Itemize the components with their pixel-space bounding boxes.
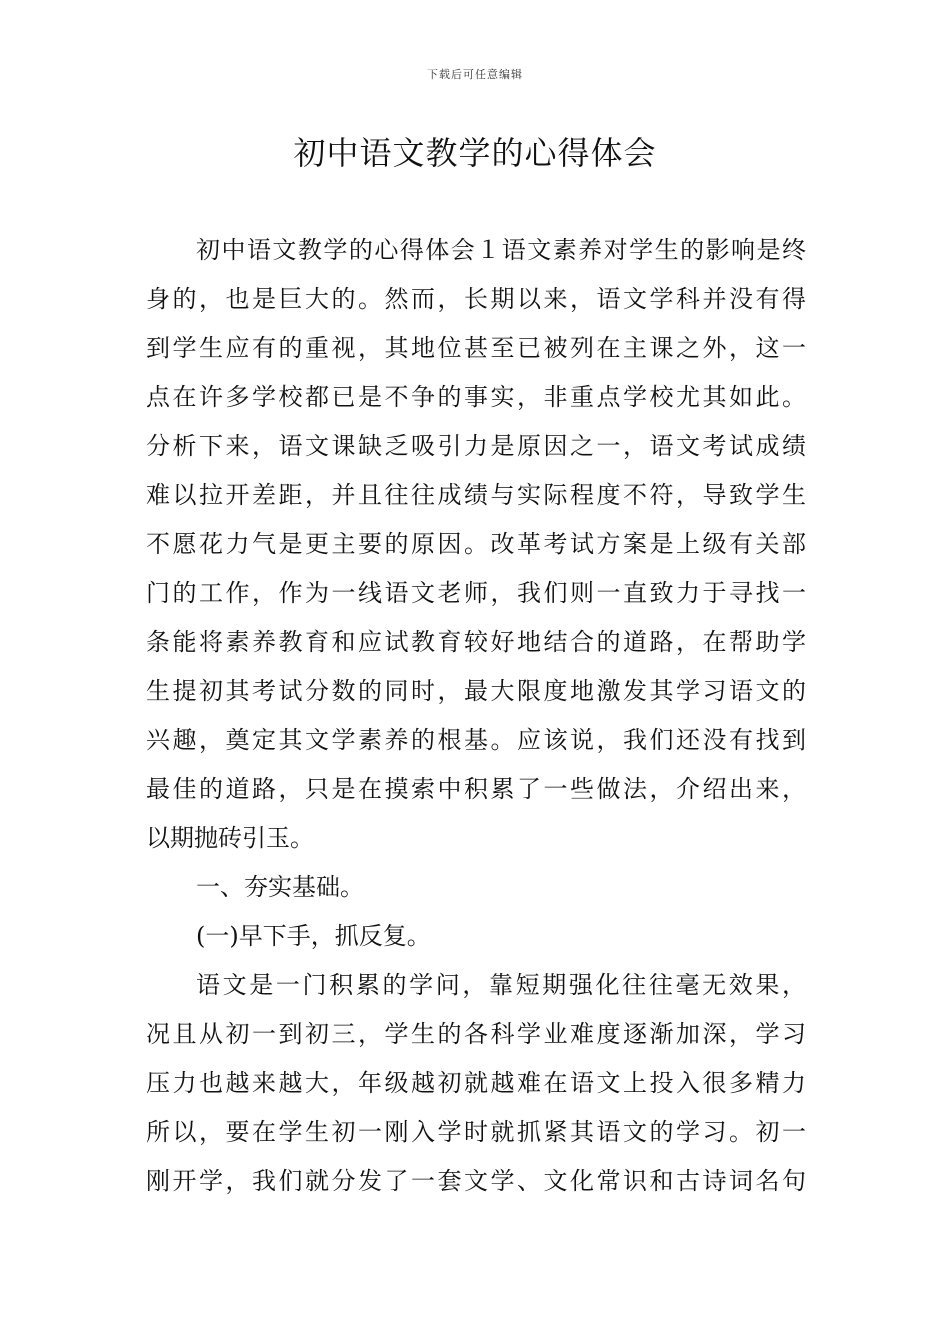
document-title: 初中语文教学的心得体会 bbox=[293, 134, 657, 172]
body-text-line: 点在许多学校都已是不争的事实，非重点学校尤其如此。 bbox=[146, 383, 806, 411]
document-body bbox=[146, 226, 806, 1206]
body-text-line: 所以，要在学生初一刚入学时就抓紧其语文的学习。初一 bbox=[146, 1118, 806, 1146]
body-text-line: 况且从初一到初三，学生的各科学业难度逐渐加深，学习 bbox=[146, 1020, 806, 1048]
body-text-line: 生提初其考试分数的同时，最大限度地激发其学习语文的 bbox=[146, 677, 806, 705]
body-text-line: 压力也越来越大，年级越初就越难在语文上投入很多精力 bbox=[146, 1069, 806, 1097]
body-text-line: 条能将素养教育和应试教育较好地结合的道路，在帮助学 bbox=[146, 628, 806, 656]
body-text-line: 刚开学，我们就分发了一套文学、文化常识和古诗词名句 bbox=[146, 1167, 806, 1195]
body-text-line: 最佳的道路，只是在摸索中积累了一些做法，介绍出来， bbox=[146, 775, 806, 803]
body-text-line: 到学生应有的重视，其地位甚至已被列在主课之外，这一 bbox=[146, 334, 806, 362]
body-text-line: 兴趣，奠定其文学素养的根基。应该说，我们还没有找到 bbox=[146, 726, 806, 754]
body-text-line: 不愿花力气是更主要的原因。改革考试方案是上级有关部 bbox=[146, 530, 806, 558]
body-text-line: 难以拉开差距，并且往往成绩与实际程度不符，导致学生 bbox=[146, 481, 806, 509]
body-text-line: 以期抛砖引玉。 bbox=[146, 824, 314, 852]
body-text-line: 语文是一门积累的学问，靠短期强化往往毫无效果， bbox=[196, 971, 806, 999]
body-text-line: 身的，也是巨大的。然而，长期以来，语文学科并没有得 bbox=[146, 285, 806, 313]
page-header-note: 下载后可任意编辑 bbox=[427, 68, 523, 81]
body-text-line: 门的工作，作为一线语文老师，我们则一直致力于寻找一 bbox=[146, 579, 806, 607]
body-text-line: 初中语文教学的心得体会１语文素养对学生的影响是终 bbox=[196, 236, 806, 264]
body-text-line: (一)早下手，抓反复。 bbox=[196, 922, 431, 950]
body-text-line: 分析下来，语文课缺乏吸引力是原因之一，语文考试成绩 bbox=[146, 432, 806, 460]
body-text-line: 一、夯实基础。 bbox=[196, 873, 364, 901]
